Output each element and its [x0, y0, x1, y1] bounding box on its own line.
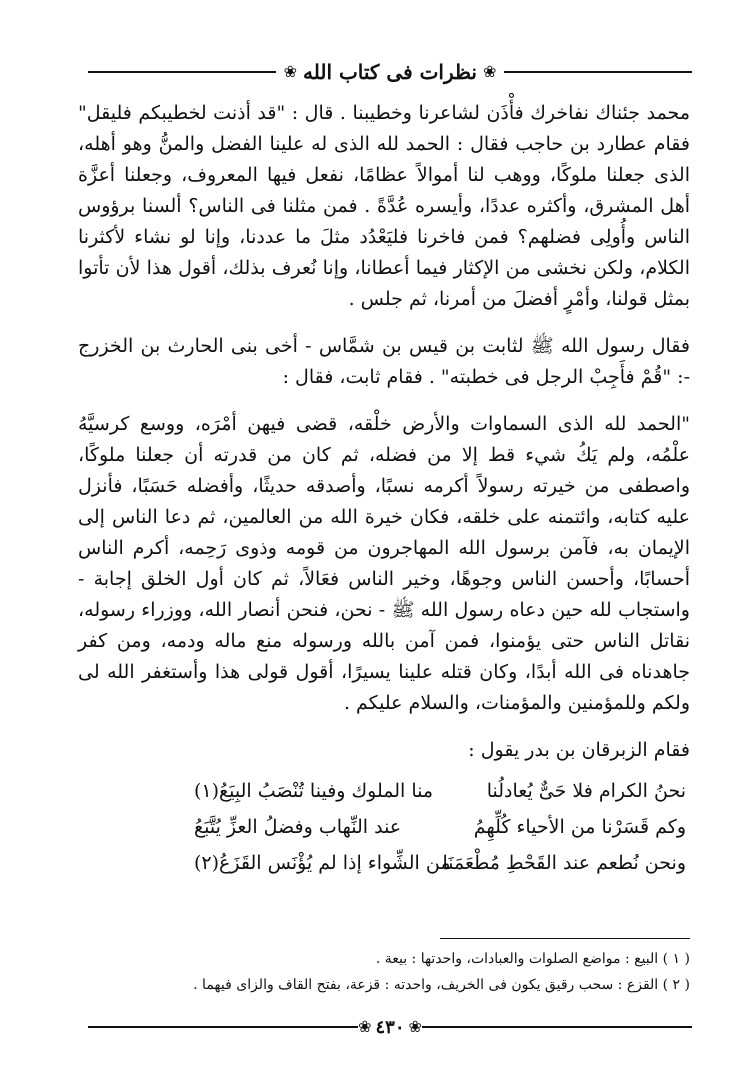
poem-verse [78, 812, 690, 846]
verse-first-hemistich: ونحن نُطعم عند القَحْطِ مُطْعَمَنَا [442, 852, 686, 874]
verse-second-hemistich: من الشِّواء إذا لم يُؤْنَس القَزَعُ(٢) [194, 852, 451, 874]
footnotes [78, 946, 690, 998]
verse-first-hemistich: نحنُ الكرام فلا حَىٌّ يُعادلُنا [486, 780, 686, 802]
header-rule-right [504, 71, 692, 73]
flower-ornament-icon: ❀ [408, 1017, 422, 1036]
running-title: نظرات فى كتاب الله [303, 60, 477, 84]
verse-first-hemistich: وكم قَسَرْنا من الأحياء كُلِّهِمُ [473, 816, 686, 838]
flower-ornament-icon: ❀ [283, 62, 298, 81]
paragraph-utarid-speech: محمد جئناك نفاخرك فأْذَن لشاعرنا وخطيبنا . قال : "قد أذنت لخطيبكم فليقل" فقام عطارد بن حاجب فقال : الحمد لله الذى له علينا الفضل والمنُّ وهو أهله، الذى جعلنا ملوكًا، ووهب لنا أموالاً عظامًا، نفعل فيها المعروف، وجعلنا أعزَّة أهل المشرق، وأكثره عددًا، وأيسره عُدَّةً . فمن مثلنا فى الناس؟ ألسنا برؤوس الناس وأُولِى فضلهم؟ فمن فاخرنا فليَعْدُد مثلَ ما عددنا، وإنا لو نشاء لأكثرنا الكلام، ولكن نخشى من الإكثار فيما أعطانا، وإنا نُعرف بذلك، أقول هذا لأن تأتوا بمثل قولنا، وأمْرٍ أفضلَ من أمرنا، ثم جلس . [78, 102, 690, 310]
paragraph-thabit-speech: "الحمد لله الذى السماوات والأرض خلْقه، قضى فيهن أمْرَه، ووسع كرسيَّهُ علْمُه، ولم يَكُ شيء قط إلا من فضله، ثم كان من قدرته أن جعلنا ملوكًا، واصطفى من خيرته رسولاً أكرمه نسبًا، وأصدقه حديثًا، وأفضله حَسَبًا، فأنزل عليه كتابه، وائتمنه على خلقه، فكان خيرة الله من العالمين، ثم دعا الناس إلى الإيمان به، فآمن برسول الله المهاجرون من قومه وذوى رَحِمه، أكرم الناس أحسابًا، وأحسن الناس وجوهًا، وخير الناس فعَالاً، ثم كان أول الخلق إجابة - واستجاب لله حين دعاه رسول الله ﷺ - نحن، فنحن أنصار الله، ووزراء رسوله، نقاتل الناس حتى يؤمنوا، فمن آمن بالله ورسوله منع ماله ودمه، ومن كفر جاهدناه فى الله أبدًا، وكان قتله علينا يسيرًا، أقول قولى هذا وأستغفر الله لى ولكم وللمؤمنين والمؤمنات، والسلام عليكم . [78, 413, 690, 714]
footnote-1: ( ١ ) البيع : مواضع الصلوات والعبادات، واحدتها : بيعة . [375, 951, 690, 967]
page-footer [88, 1014, 692, 1040]
verse-introduction: فقام الزبرقان بن بدر يقول : [468, 739, 690, 761]
page-number: ٤٣٠ [375, 1016, 405, 1038]
header-rule-left [88, 71, 276, 73]
paragraph-prophet-instruction: فقال رسول الله ﷺ لثابت بن قيس بن شمَّاس - أخى بنى الحارث بن الخزرج -: "قُمْ فأَجِبْ الرجل فى خطبته" . فقام ثابت، فقال : [78, 335, 690, 388]
flower-ornament-icon: ❀ [358, 1017, 372, 1036]
main-text [78, 98, 690, 886]
verse-second-hemistich: عند النِّهاب وفضلُ العزِّ يُتَّبَعُ [194, 816, 402, 838]
header-title-group [276, 60, 505, 84]
poem [78, 776, 690, 886]
footnote-rule [440, 938, 690, 939]
flower-ornament-icon: ❀ [483, 62, 497, 81]
poem-verse [78, 776, 690, 810]
verse-second-hemistich: منا الملوك وفينا تُنْصَبُ البِيَعُ(١) [194, 780, 434, 802]
footer-rule-right [422, 1026, 692, 1028]
running-header [88, 56, 692, 88]
poem-verse [78, 848, 690, 882]
footer-rule-left [88, 1026, 358, 1028]
footnote-2: ( ٢ ) القزع : سحب رقيق يكون فى الخريف، واحدته : قزعة، بفتح القاف والزاى فيهما . [193, 977, 690, 993]
